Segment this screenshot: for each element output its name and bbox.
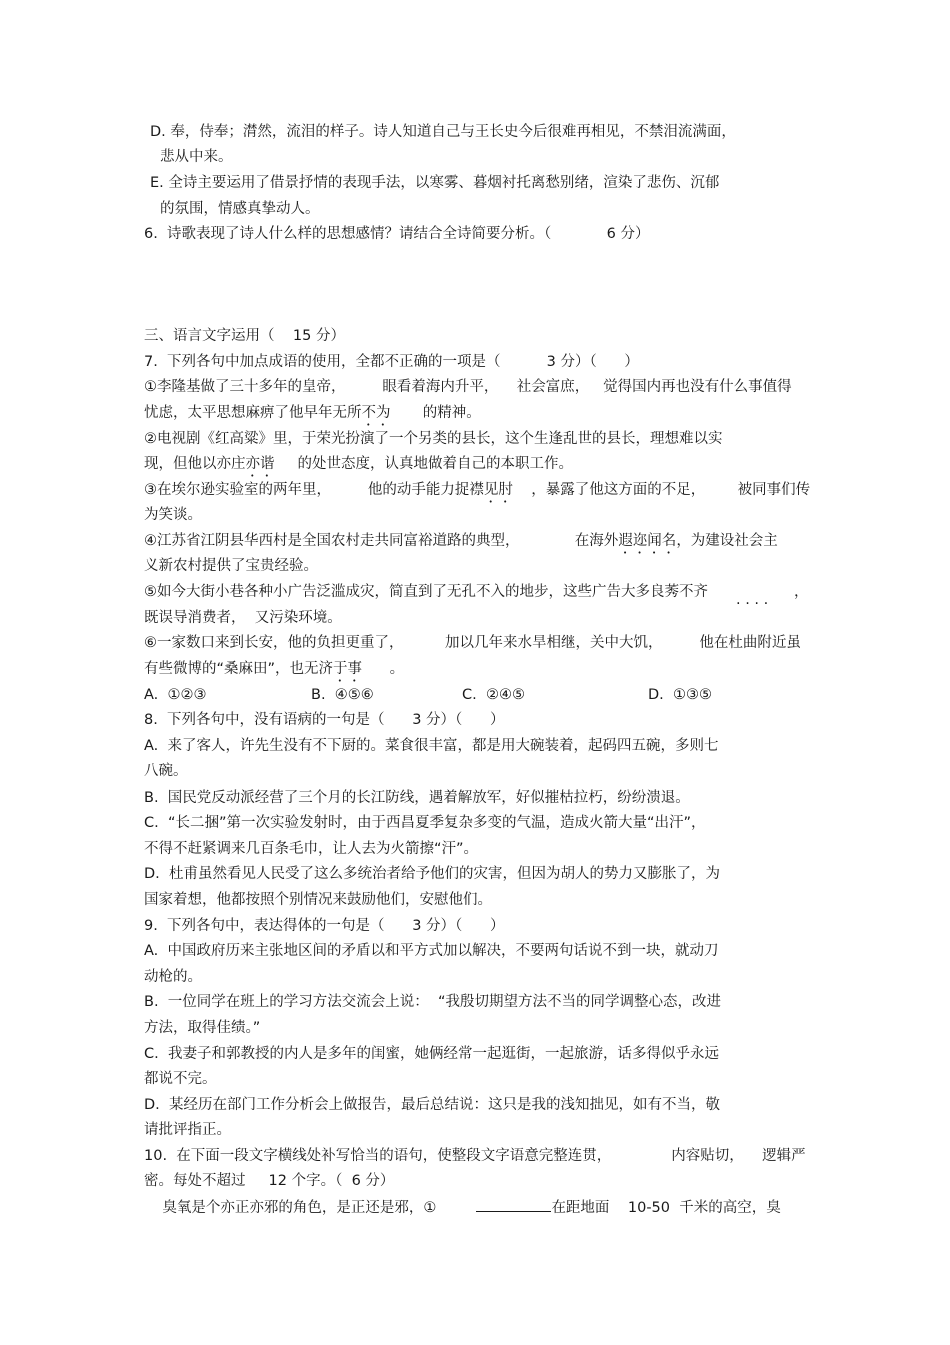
- q8-option-c-line1: C. “长二捆”第一次实验发射时，由于西昌夏季复杂多变的气温，造成火箭大量“出汗”，: [144, 815, 706, 831]
- q7-sentence-6-line1: ⑥一家数口来到长安，他的负担更重了， 加以几年来水旱相继，关中大饥， 他在杜曲附近虽: [144, 635, 801, 651]
- q5-option-d-line1: D. 奉，侍奉；潸然，流泪的样子。诗人知道自己与王长史今后很难再相见，不禁泪流满面，: [150, 124, 736, 140]
- q7-sentence-1-line2: 忧虑，太平思想麻痹了他早年无所不为 的精神。: [144, 405, 481, 421]
- q9-option-c-line1: C. 我妻子和郭教授的内人是多年的闺蜜，她俩经常一起逛街，一起旅游，话多得似乎永远: [144, 1046, 719, 1062]
- q9-option-c-line2: 都说不完。: [144, 1071, 217, 1087]
- q9-option-a-line2: 动枪的。: [144, 969, 202, 985]
- dotted-idiom: 不为: [361, 405, 391, 421]
- q7-sentence-5-line1: ⑤如今大街小巷各种小广告泛滥成灾，简直到了无孔不入的地步，这些广告大多良莠不齐: [144, 584, 708, 600]
- q7-sentence-1-line1: ①李隆基做了三十多年的皇帝， 眼看着海内升平， 社会富庶， 觉得国内再也没有什么事值得: [144, 379, 792, 395]
- question-10-stem-line2: 密。每处不超过 12 个字。（ 6 分）: [144, 1173, 395, 1189]
- q7-option-d: D. ①③⑤: [648, 687, 712, 703]
- q7-option-a: A. ①②③: [144, 687, 207, 703]
- q7-sentence-4-line1: ④江苏省江阴县华西村是全国农村走共同富裕道路的典型， 在海外遐迩闻名，为建设社会主: [144, 533, 778, 549]
- q8-option-c-line2: 不得不赶紧调来几百条毛巾，让人去为火箭擦“汗”。: [144, 841, 479, 857]
- q8-option-d-line1: D. 杜甫虽然看见人民受了这么多统治者给予他们的灾害，但因为胡人的势力又膨胀了，为: [144, 866, 720, 882]
- q7-sentence-2-line1: ②电视剧《红高粱》里，于荣光扮演了一个另类的县长，这个生逢乱世的县长，理想难以实: [144, 431, 723, 447]
- q9-option-a-line1: A. 中国政府历来主张地区间的矛盾以和平方式加以解决，不要两句话说不到一块，就动刀: [144, 943, 719, 959]
- q7-option-c: C. ②④⑤: [462, 687, 525, 703]
- section-3-heading: 三、语言文字运用（ 15 分）: [144, 328, 345, 344]
- dotted-idiom: 于事: [333, 661, 363, 677]
- q5-option-e-line2: 的氛围，情感真挚动人。: [160, 201, 320, 217]
- q7-sentence-5-dots: . . . .: [736, 592, 769, 608]
- q7-sentence-3-line2: 为笑谈。: [144, 507, 202, 523]
- q7-sentence-6-line2: 有些微博的“桑麻田”，也无济于事 。: [144, 661, 405, 677]
- dotted-idiom: 见肘: [483, 482, 513, 498]
- q7-sentence-3-line1: ③在埃尔逊实验室的两年里， 他的动手能力捉襟见肘 ，暴露了他这方面的不足， 被同事们传: [144, 482, 811, 498]
- q9-option-b-line2: 方法，取得佳绩。”: [144, 1020, 261, 1036]
- q8-option-d-line2: 国家着想，他都按照个别情况来鼓励他们，安慰他们。: [144, 892, 492, 908]
- q9-option-b-line1: B. 一位同学在班上的学习方法交流会上说： “我殷切期望方法不当的同学调整心态，改进: [144, 994, 722, 1010]
- q5-option-d-line2: 悲从中来。: [160, 149, 233, 165]
- q8-option-a-line2: 八碗。: [144, 763, 188, 779]
- q7-sentence-5-line2: 既误导消费者， 又污染环境。: [144, 610, 342, 626]
- q5-option-e-line1: E. 全诗主要运用了借景抒情的表现手法，以寒雾、暮烟衬托离愁别绪，渲染了悲伤、沉郁: [150, 175, 720, 191]
- q7-sentence-5-comma: ，: [794, 584, 809, 600]
- q7-option-b: B. ④⑤⑥: [311, 687, 374, 703]
- answer-blank-1[interactable]: [476, 1197, 551, 1212]
- q7-sentence-2-line2: 现，但他以亦庄亦谐 的处世态度，认真地做着自己的本职工作。: [144, 456, 574, 472]
- question-6: 6. 诗歌表现了诗人什么样的思想感情？请结合全诗简要分析。（ 6 分）: [144, 226, 650, 242]
- question-9-stem: 9. 下列各句中，表达得体的一句是（ 3 分）（ ）: [144, 918, 505, 934]
- question-10-stem-line1: 10. 在下面一段文字横线处补写恰当的语句，使整段文字语意完整连贯， 内容贴切， 逻辑严: [144, 1148, 806, 1164]
- q8-option-b: B. 国民党反动派经营了三个月的长江防线，遇着解放军，好似摧枯拉朽，纷纷溃退。: [144, 790, 690, 806]
- q9-option-d-line1: D. 某经历在部门工作分析会上做报告，最后总结说：这只是我的浅知拙见，如有不当，敬: [144, 1097, 720, 1113]
- question-8-stem: 8. 下列各句中，没有语病的一句是（ 3 分）（ ）: [144, 712, 505, 728]
- dotted-idiom: 遐迩闻名: [618, 533, 677, 549]
- q7-sentence-4-line2: 义新农村提供了宝贵经验。: [144, 558, 318, 574]
- q9-option-d-line2: 请批评指正。: [144, 1122, 231, 1138]
- question-7-stem: 7. 下列各句中加点成语的使用，全都不正确的一项是（ 3 分）（ ）: [144, 354, 639, 370]
- q10-passage-line1: 臭氧是个亦正亦邪的角色，是正还是邪，① 在距地面 10-50 千米的高空，臭: [144, 1197, 781, 1218]
- dotted-idiom: 亦谐: [245, 456, 275, 472]
- q8-option-a-line1: A. 来了客人，许先生没有不下厨的。菜食很丰富，都是用大碗装着，起码四五碗，多则七: [144, 738, 719, 754]
